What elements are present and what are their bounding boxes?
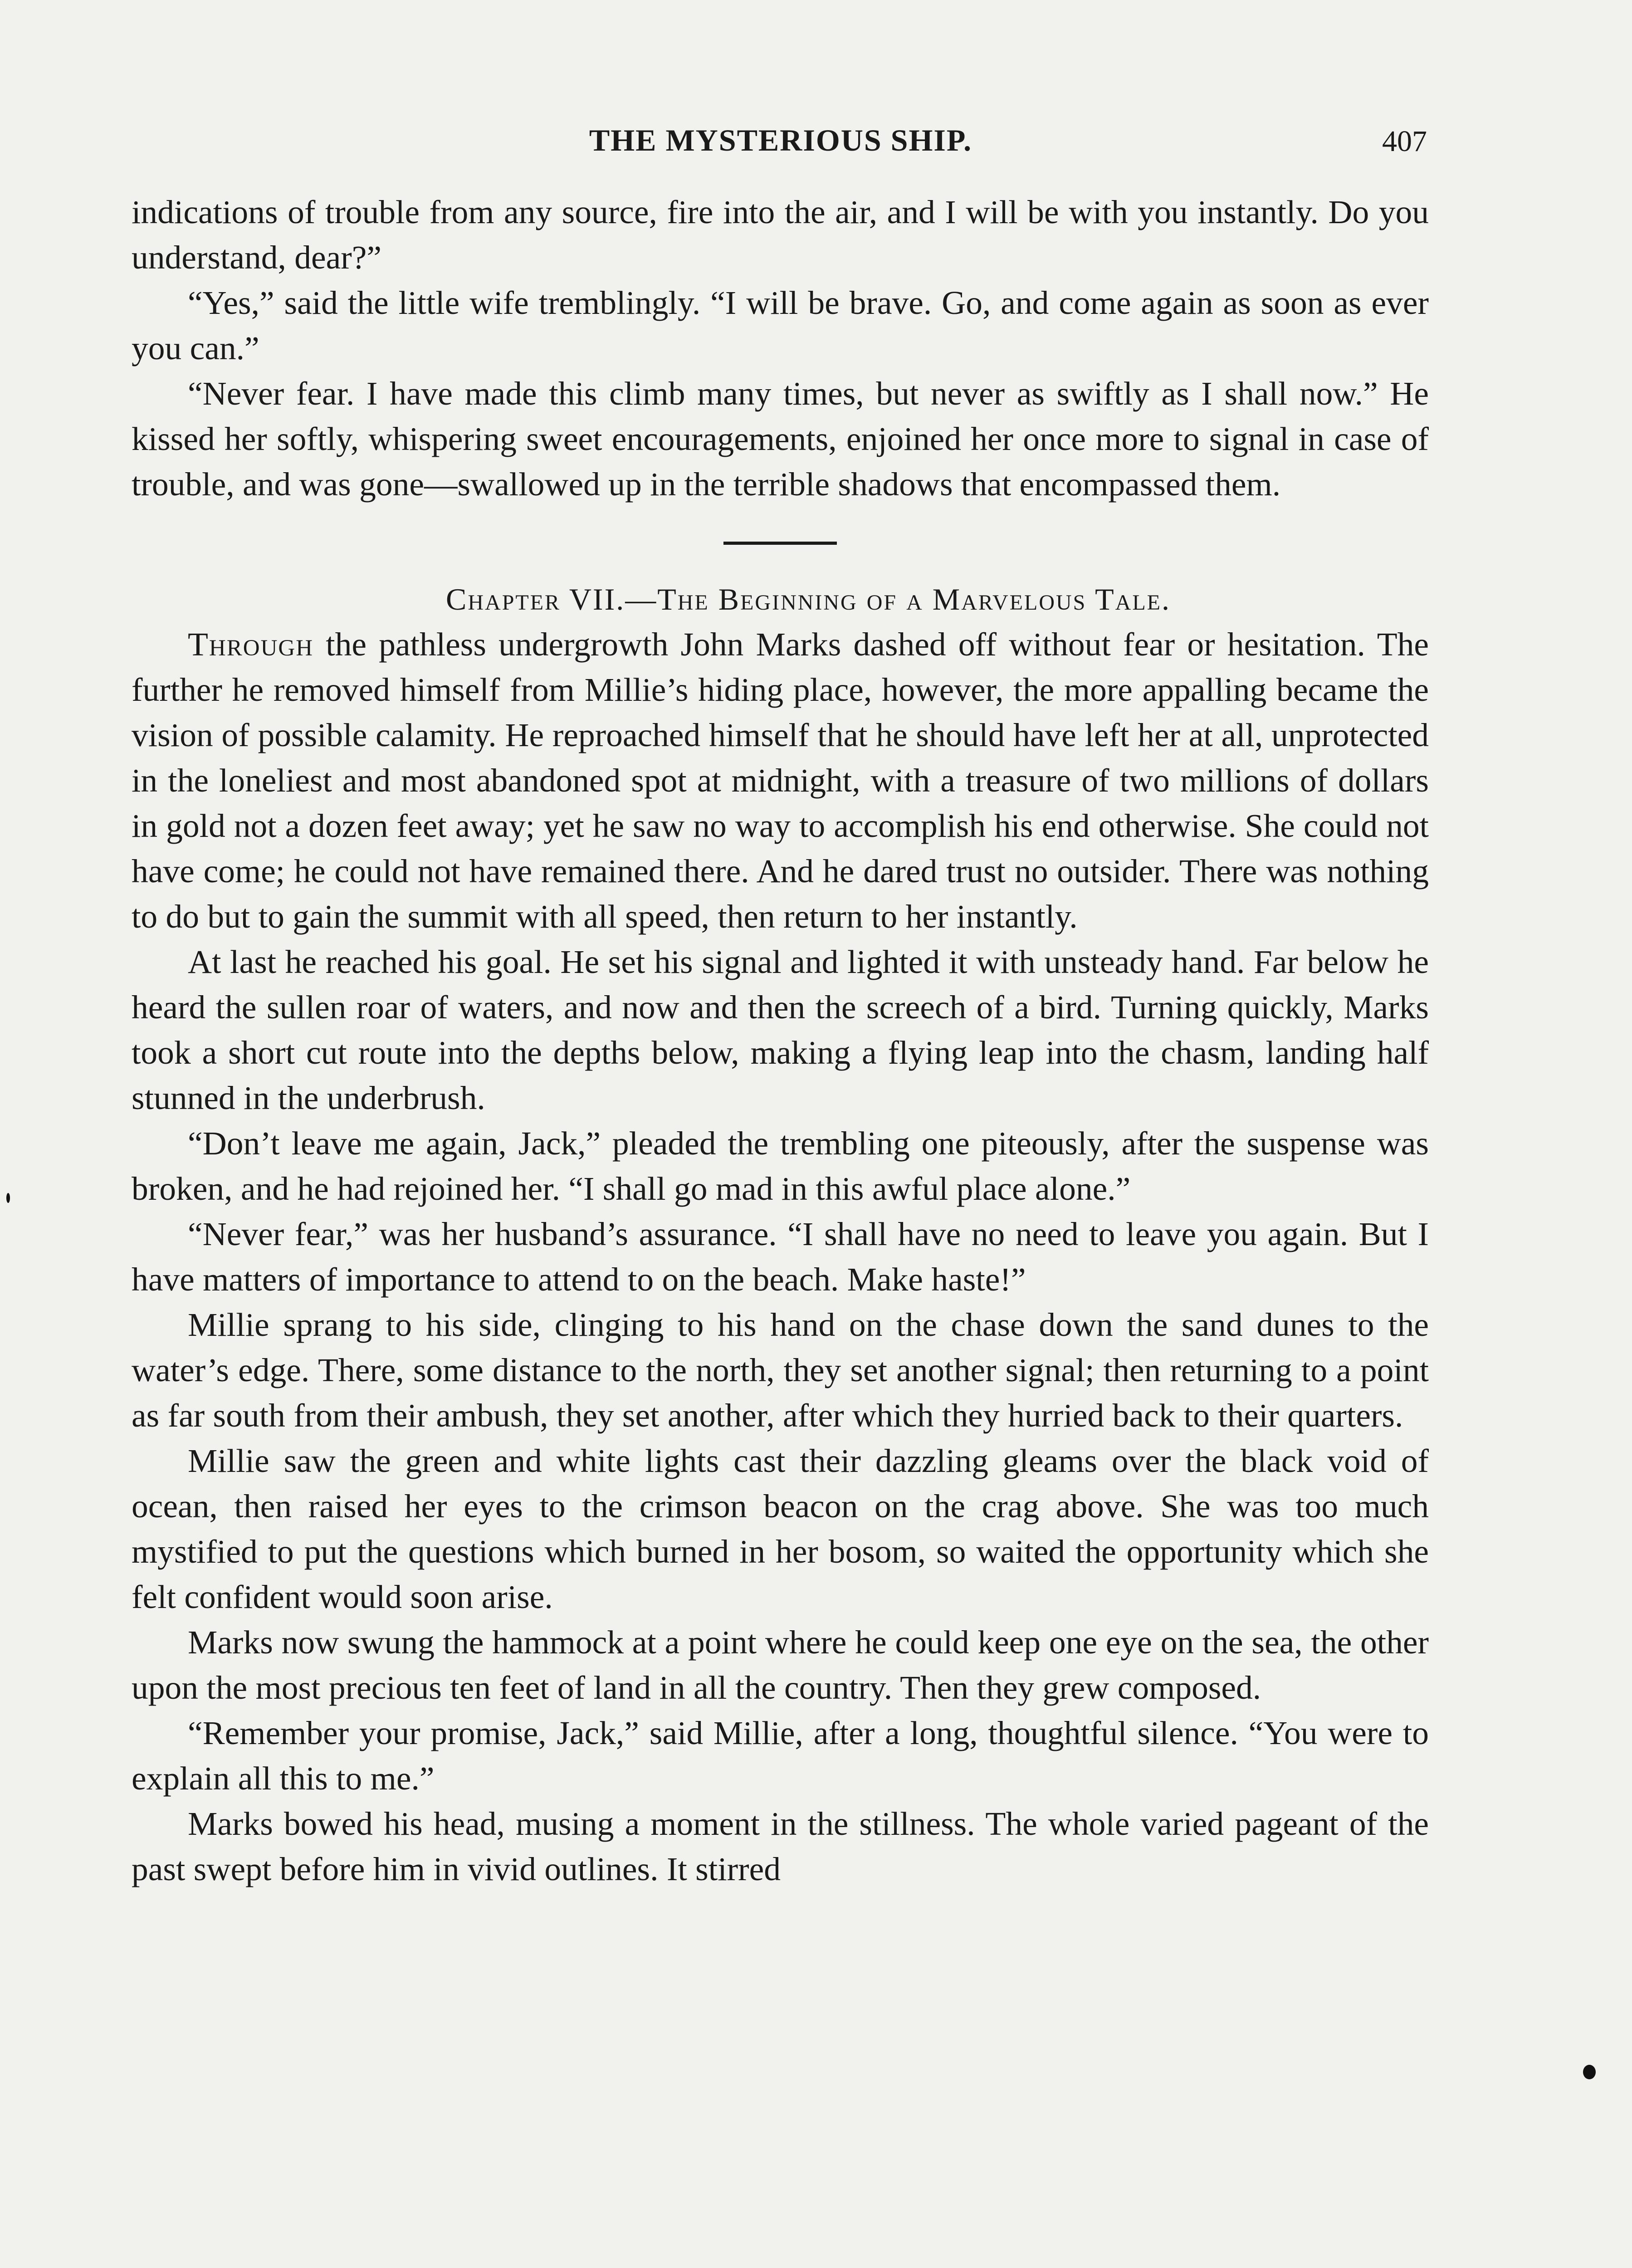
paragraph: “Yes,” said the little wife tremblingly. “I will be brave. Go, and come again as soon as ever you can.” <box>132 284 1429 367</box>
body-text <box>132 190 1429 1892</box>
paragraph-text: the pathless undergrowth John Marks dashed off without fear or hesitation. The further he removed himself from Millie’s hiding place, however, the more appalling became the vision of possible calamity. He reproached himself that he should have left her at all, unprotected in the loneliest and most abandoned spot at midnight, with a treasure of two millions of dollars in gold not a dozen feet away; yet he saw no way to accomplish his end otherwise. She could not have come; he could not have remained there. And he dared trust no outsider. There was nothing to do but to gain the summit with all speed, then return to her instantly. <box>132 626 1429 935</box>
ink-speck <box>1583 2065 1596 2079</box>
paragraph: Millie saw the green and white lights cast their dazzling gleams over the black void of ocean, then raised her eyes to the crimson beacon on the crag above. She was too much mystified to put the questions which burned in her bosom, so waited the opportunity which she felt confident would soon arise. <box>132 1442 1429 1615</box>
running-title: THE MYSTERIOUS SHIP. <box>589 123 972 157</box>
chapter-heading: Chapter VII.—The Beginning of a Marvelous Tale. <box>446 582 1171 616</box>
paragraph: indications of trouble from any source, fire into the air, and I will be with you instantly. Do you understand, dear?” <box>132 194 1429 276</box>
paragraph: At last he reached his goal. He set his signal and lighted it with unsteady hand. Far below he heard the sullen roar of waters, and now and then the screech of a bird. Turning quickly, Marks took a short cut route into the depths below, making a flying leap into the chasm, landing half stunned in the underbrush. <box>132 943 1429 1116</box>
paragraph: Marks bowed his head, musing a moment in the stillness. The whole varied pageant of the past swept before him in vivid outlines. It stirred <box>132 1805 1429 1887</box>
section-divider <box>723 542 837 545</box>
ink-speck <box>6 1193 10 1203</box>
paragraph: Millie sprang to his side, clinging to his hand on the chase down the sand dunes to the water’s edge. There, some distance to the north, they set another signal; then returning to a point as far south from their ambush, they set another, after which they hurried back to their quarters. <box>132 1306 1429 1434</box>
lead-word: Through <box>188 626 314 663</box>
paragraph: “Never fear,” was her husband’s assurance. “I shall have no need to leave you again. But I have matters of importance to attend to on the beach. Make haste!” <box>132 1216 1429 1298</box>
page-number: 407 <box>1382 125 1427 158</box>
paragraph: “Remember your promise, Jack,” said Millie, after a long, thoughtful silence. “You were to explain all this to me.” <box>132 1715 1429 1797</box>
page-header <box>134 122 1427 172</box>
paragraph: “Never fear. I have made this climb many times, but never as swiftly as I shall now.” He kissed her softly, whispering sweet encouragements, enjoined her once more to signal in case of trouble, and was gone—swallowed up in the terrible shadows that encompassed them. <box>132 375 1429 503</box>
paragraph <box>132 622 1429 939</box>
paragraph: “Don’t leave me again, Jack,” pleaded the trembling one piteously, after the suspense was broken, and he had rejoined her. “I shall go mad in this awful place alone.” <box>132 1125 1429 1207</box>
paragraph: Marks now swung the hammock at a point where he could keep one eye on the sea, the other upon the most precious ten feet of land in all the country. Then they grew composed. <box>132 1624 1429 1706</box>
